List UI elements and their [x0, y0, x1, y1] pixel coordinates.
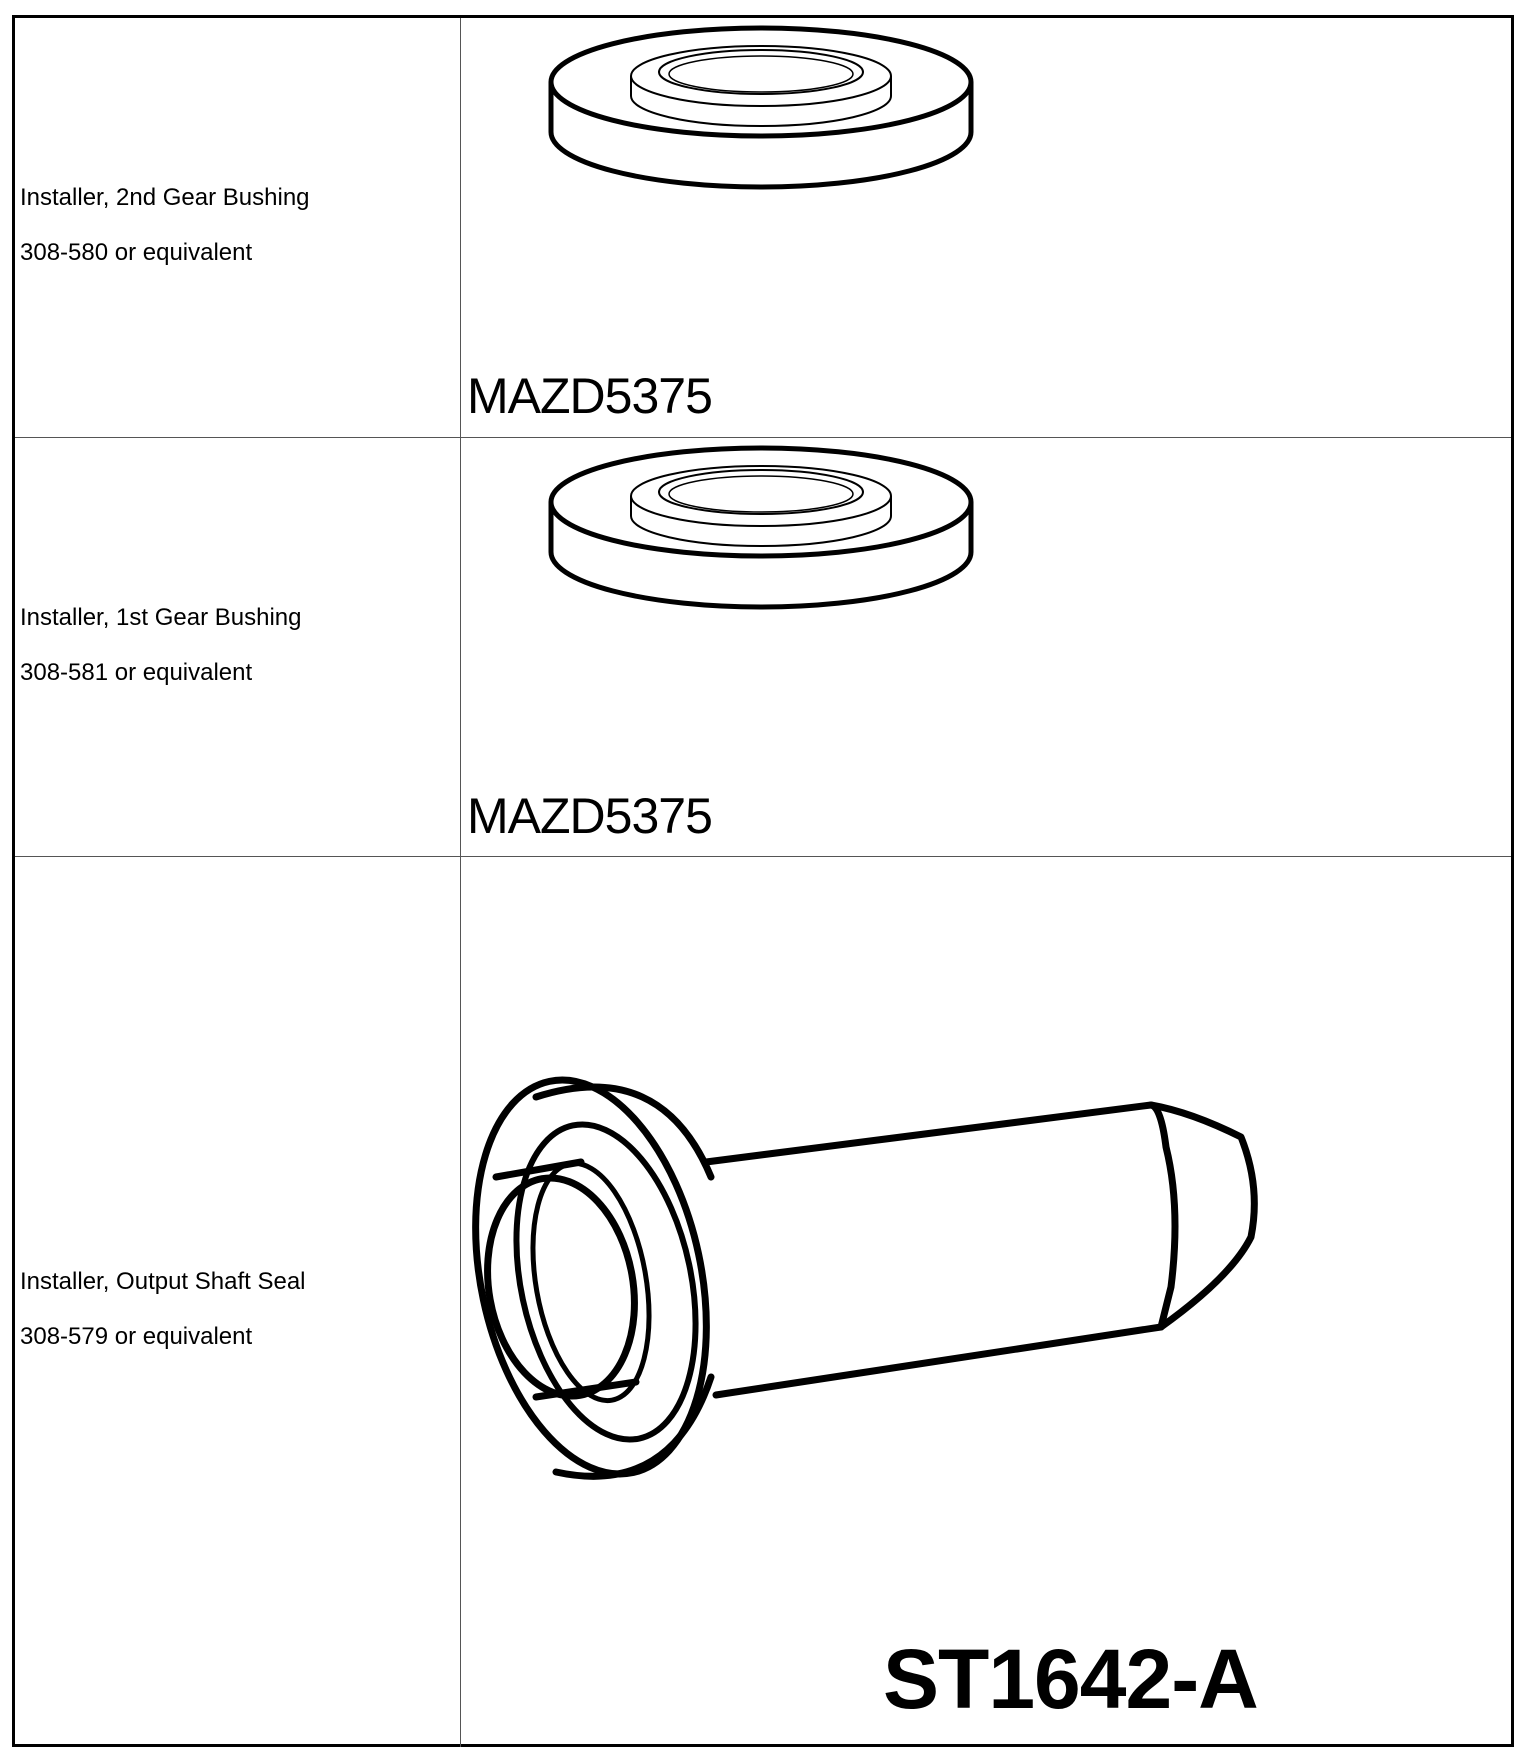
illustration-code: MAZD5375: [467, 788, 712, 844]
tool-description-cell: [15, 438, 461, 856]
tool-number: 308-579 or equivalent: [20, 1323, 253, 1350]
tool-description-cell: [15, 18, 461, 437]
tool-illustration-cell: [461, 857, 1511, 1747]
tool-number: 308-581 or equivalent: [20, 659, 253, 686]
seal-installer-shaft-icon: [461, 857, 1511, 1748]
tool-name: Installer, 1st Gear Bushing: [20, 604, 302, 631]
illustration-code: MAZD5375: [467, 368, 712, 424]
tool-number: 308-580 or equivalent: [20, 239, 253, 266]
tool-illustration-cell: [461, 18, 1511, 437]
tool-name: Installer, 2nd Gear Bushing: [20, 184, 310, 211]
table-row: [15, 437, 1511, 856]
table-row: [15, 856, 1511, 1747]
tool-name: Installer, Output Shaft Seal: [20, 1268, 306, 1295]
table-row: [15, 18, 1511, 437]
illustration-code: ST1642-A: [883, 1632, 1258, 1726]
special-tools-table: [12, 15, 1514, 1747]
tool-illustration-cell: [461, 438, 1511, 856]
tool-description-cell: [15, 857, 461, 1747]
